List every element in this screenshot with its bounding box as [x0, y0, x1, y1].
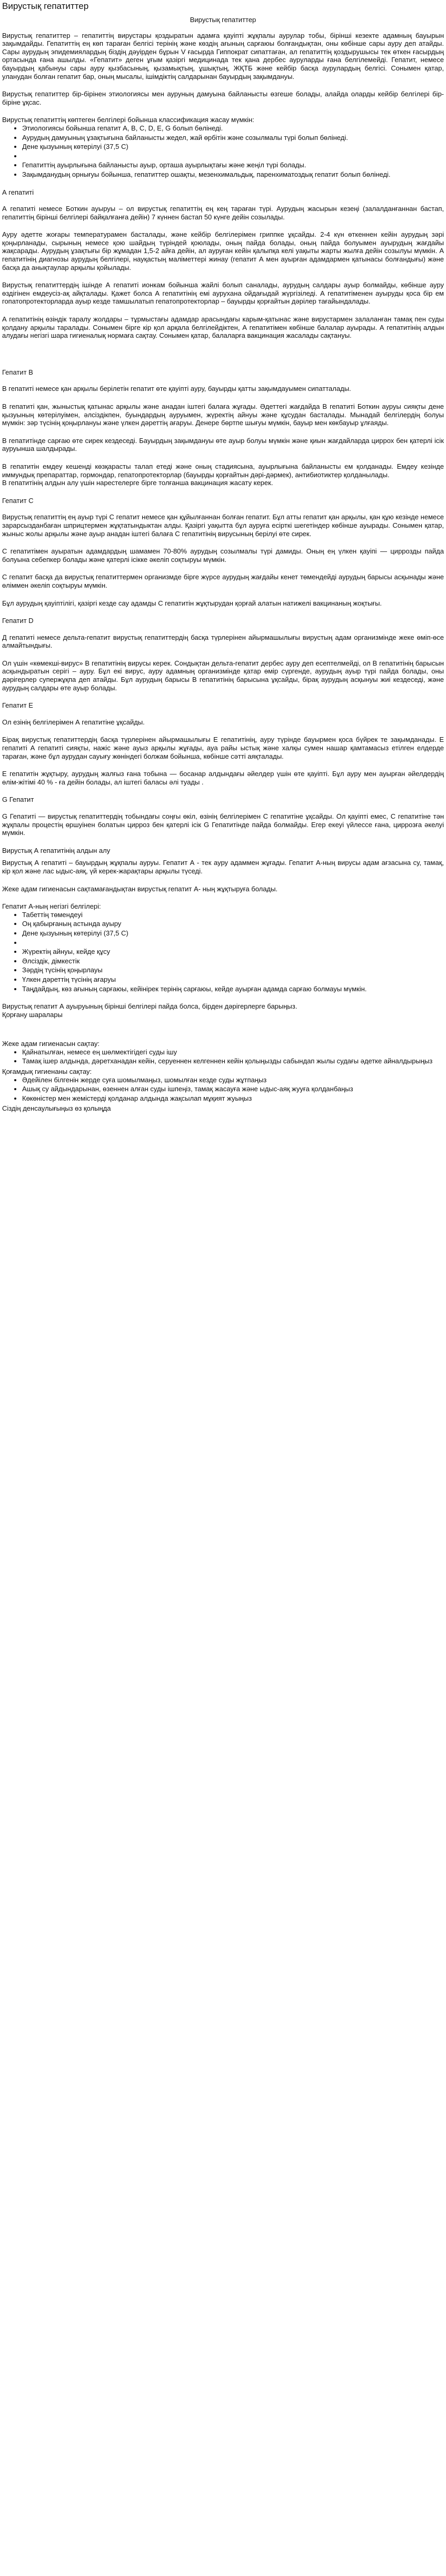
list-item	[22, 939, 444, 947]
list-item: • Зақымданудың орнығуы бойынша, гепатиттер ошақты, мезенхимальдық, паренхиматоздық гепатит болып бөлінеді.	[22, 170, 444, 179]
section-title: Вирустық А гепатитінің алдын алу	[2, 846, 111, 854]
intro-text: Вирустық гепатиттер – гепатиттің вирустары қоздыратын адамға қауіпті жұқпалы аурулар тобы, бірінші кезекте адамның бауырын зақымдайды. Гепатиттің ең көп тараған белгісі терінің және көздің ағының сарғаюы болғандықтан, оны көбінше сары ауру деп атайды. Сары аурудың эпидемиялардың біздің дәуірден бұрын V ғасырда Гиппократ сипаттаған, ал гепатиттің қоздырушысы тек өткен ғасырдың ортасында ғана ашылды. «Гепатит» деген ұғым қазіргі медицинада тек қана дербес ауруларды ғана белгілемейді. Гепатит, немесе бауырдың қабынуы сары ауру қызбасының, қызамықтың, ұшықтың, ЖҚТБ және кейбір басқа аурулардың белгісі. Сонымен қатар, уланудан болған гепатит бар, оның мысалы, ішімдіктің салдарынан бауырдың зақымдануы.	[2, 31, 444, 80]
paragraph: Д гепатиті немесе дельта-гепатит вирустық гепатиттердің басқа түрлерінен айырмашылығы вирустың адам организмінде жеке өміп-өсе алмайтындығы.	[2, 633, 444, 650]
list-item: • Гепатиттің ауырлығына байланысты ауыр, орташа ауырлықтағы және жеңіл түрі болады.	[22, 161, 444, 169]
symptoms-section	[2, 902, 444, 993]
hepatitis-g-section	[2, 796, 444, 837]
protection-title: Қорғану шаралары	[2, 1010, 63, 1019]
list-item	[22, 152, 444, 160]
personal-lead: Жеке адам гигиенасын сақтау:	[2, 1040, 100, 1048]
paragraph: С гепатитімен ауыратын адамдардың шамамен 70-80% аурудың созылмалы түрі дамиды. Оның ең үлкен қауіпі — циррозды пайда болуына себепкер болады және қатерлі ісікке әкеліп соқтыруы мүмкін.	[2, 547, 444, 564]
closing-text: Вирустық гепатит А ауыруының бірінші белгілері пайда болса, бірден дәрігерлерге барыңыз.	[2, 1002, 298, 1011]
list-item: • Қайнатылған, немесе ең шөлмектігідегі суды ішу	[22, 1048, 444, 1056]
list-item: • Әдейілен бiлгенiн жерде суға шомылмаңыз, шомылған кезде суды жұтпаңыз	[22, 1076, 444, 1084]
closing-paragraph	[2, 1002, 444, 1019]
section-title: Гепатит Е	[2, 701, 33, 710]
list-item: • Көкөністер мен жемістерді қолданар алдында жақсылап мұқият жуыңыз	[22, 1094, 444, 1103]
intro-paragraph	[2, 32, 444, 81]
document-page	[0, 1, 446, 1118]
section-title: Гепатит D	[2, 617, 34, 625]
paragraph: В гепатитінің алдын алу үшін нарестелерге бірге толғанша вакцинация жасату керек.	[2, 479, 273, 487]
paragraph: В гепатиті немесе қан арқылы берілетін гепатит өте қауіпті ауру, бауырды қатты зақымдауымен сипатталады.	[2, 385, 351, 393]
section-title: Гепатит В	[2, 368, 33, 376]
prevention-a-section	[2, 847, 444, 893]
list-item: • Таңдайдың, көз ағының сарғаюы, кейінірек терінің сарғаюы, кейде ауырған адамда сарғаю болмауы мүмкін.	[22, 985, 444, 993]
personal-list	[2, 1048, 444, 1065]
classification-list	[2, 124, 444, 179]
paragraph: Бұл аурудың қауіптілігі, қазіргі кезде сау адамды С гепатитін жұқтырудан қорғай алатын натижелі вакцинаның жоқтығы.	[2, 599, 382, 607]
paragraph: В гепатиті қан, жыныстық қатынас арқылы және анадан іштегі балаға жұғады. Әдеттегі жағдайда В гепатиті Боткин ауруы сияқты дене қызуының көтерілуімен, әлсіздікпен, буындардың ауруымен, жүректің айнуы және құсудан басталады. Мынадай белгілердің болуы мүмкін: зәр түсінің қоңырлануы және үлкен дәреттің ағаруы. Денере бөртпе шығуы мүмкін, бауыр мен көкбауыр ұлғаяды.	[2, 402, 444, 427]
list-item: • Табеттің төмендеуі	[22, 911, 444, 919]
paragraph: Жеке адам гигиенасын сақтамағандықтан вирустық гепатит А- ның жұқтыруға болады.	[2, 884, 278, 893]
list-item: • Дене қызуының көтерілуі (37,5 С)	[22, 143, 444, 151]
list-item: • Этиологиясы бойынша гепатит A, B, C, D, E, G болып бөлінеді.	[22, 124, 444, 133]
personal-hygiene-section	[2, 1040, 444, 1065]
paragraph: Вирустық гепатиттің ең ауыр түрі С гепатит немесе қан құйылғаннан болған гепатит. Бұл атты гепатит қан арқылы, қан құю кезінде немесе зарарсызданбаған шприцтермен жұқтатындыктан алды. Қазіргі уақытта бұл ауруға есірткі шегетіндер көбінше ауырады. Сонымен қатар, жыныс жолы арқылы және ауыр анадан іштегі балаға С гепатитінің вирусының берілуі өте сирек.	[2, 513, 444, 538]
list-item: • Аурудың дамуының ұзақтығына байланысты жедел, жай өрбітін және созылмалы түрі болып бөлінеді.	[22, 134, 444, 142]
public-hygiene-section	[2, 1068, 444, 1102]
site-title: Вирустық гепатиттер	[2, 1, 89, 11]
paragraph: Ауру әдетте жоғары температурамен басталады, және кейбір белгілерімен гриппке ұқсайды. 2-4 күн өткеннен кейін аурудың зәрі қоңырланады, сырының немесе қою шайдың түріндей қоюлады, оның пайда болады, оның пайда болуымен ауырудың жағдайы жақсарады. Аурудың ұзақтығы бір жұмадан 1,5-2 айға дейін, ал ауруған кейін қалыпқа келі уақыты жарты жылға дейін созылуы мүмкін. А гепатитінің диагнозы аурудың белгілері, науқастың маліметтері жинау (гепатит А мен ауырған адамдармен қатынасы болғандығы) және басқа да анықтаулар арқылы қойылады.	[2, 230, 444, 271]
classification-lead: Вирустық гепатиттің көптеген белгілері бойынша классификация жасау мүмкін:	[2, 116, 254, 124]
hepatitis-c-section	[2, 497, 444, 607]
paragraph: С гепатит басқа да вирустық гепатиттермен организмде бірге жүрсе аурудың жағдайы кенет төмендейді аурудың барысы асқынады және өліммен әкеліп соқтыруы мүмкін.	[2, 573, 444, 589]
paragraph: А гепатиті немесе Боткин ауыруы – ол вирустық гепатиттің ең кең тараған түрі. Аурудың жасырын кезеңі (залалданғаннан бастап, гепатиттің бірінші белгілері байқалғанға дейін) 7 күннен бастап 50 күнге дейін созылады.	[2, 205, 444, 221]
list-item: • Үлкен дәреттің түсінің ағаруы	[22, 975, 444, 984]
etiology-text: Вирустық гепатиттер бір-бірінен этиологиясы мен ауруның дамуына байланысты өзгеше болады, алайда оларды кейбір белгілері бір-біріне ұқсас.	[2, 90, 444, 106]
list-item: • Оң қабырғаның астында ауыру	[22, 920, 444, 928]
paragraph: Ол үшін «көмекші-вирус» В гепатитінің вирусы керек. Сондықтан дельта-гепатит дербес ауру деп есептелмейді, ол В гепатитінің барысын асқындыратын серігі – ауру. Бұл екі вирус, ауру адамның организмінде қатар өмір сүргенде, аурудың ауыр түрі пайда болады, оны дәрігерлер супержұқпа деп атайды. Бұл аурудың барысы В гепатитінің барысына ұқсайды, бірақ аурудың асқынуы жиі кездеседі, және аурудың салдары өте ауыр болады.	[2, 659, 444, 692]
list-item: • Ашық су айдындарынан, өзеннен алған суды ішпеңіз, тамақ жасауға және ыдыс-аяқ жууға қолданбаңыз	[22, 1085, 444, 1093]
hepatitis-d-section	[2, 617, 444, 692]
symptoms-lead: Гепатит А-ның негізгі белгілері:	[2, 902, 101, 911]
section-title: Гепатит С	[2, 496, 34, 505]
classification-section	[2, 116, 444, 178]
hepatitis-e-section	[2, 701, 444, 786]
paragraph: Вирустық гепатиттердің ішінде А гепатиті ионкам бойынша жайлі болып саналады, аурудың салдары ауыр болмайды, көбінше ауру өздігінен емдеусіз-ақ айқталады. Қажет болса А гепатитінің емі аурухана ойдағыдай жүргізіледі. А гепатитіменен ауыруды қоса бір ем гопатопротекторларда ауыр кезде тамшылатып гепатопротекторлар – бауырды қорғайтын дәрілер тағайындалады.	[2, 281, 444, 306]
section-title: G Гепатит	[2, 796, 34, 804]
paragraph: G Гепатиті — вирустық гепатиттердің тобындағы соңғы өкіл, өзінің белгілерімен С гепатитіне ұқсайды. Ол қауіпті емес, С гепатитіне тән жұқпалы процестің өршуінен болатын цирроз бен қатерлі ісік G Гепатитінде пайда болмайды. Егер екеуі үйлессе ғана, циррозға әкелуі мүмкін.	[2, 812, 444, 837]
paragraph: Ол езінің белгілерімен А гепатитіне ұқсайды.	[2, 718, 145, 726]
symptoms-list	[2, 911, 444, 993]
section-title: А гепатиті	[2, 188, 34, 196]
public-lead: Қоғамдық гигиенаны сақтау:	[2, 1068, 92, 1076]
etiology-paragraph	[2, 90, 444, 106]
hepatitis-a-section	[2, 188, 444, 340]
document-heading: Вирустық гепатиттер	[190, 16, 256, 24]
hepatitis-b-section	[2, 368, 444, 487]
list-item: • Әлсіздік, дімкестік	[22, 957, 444, 965]
footer-title: Сіздің денсаулығыңыз өз қолыңда	[2, 1104, 111, 1113]
paragraph: В гепатитінде сарғаю өте сирек кездеседі. Бауырдың зақымдануы өте ауыр болуы мүмкін және қиын жағдайларда циррох бен қатерлі ісік ауруынша шалдырады.	[2, 436, 444, 453]
paragraph: Бірақ вирустық гепатиттердің басқа түрлерінен айырмашылығы Е гепатитінің, ауру түрінде бауырмен қоса бүйрек те зақымданады. Е гепатиті А гепатиті сияқты, нажіс және ауыз арқылы жұғады, ауа райы ыстық және халқы сумен нашар қамтамасыз етілген елдерде тараған, және бұл аурудан сауығу жөніндегі болжам бойынша, көбінше сәтті аяқталады.	[2, 736, 444, 760]
list-item: • Дене қызуының көтерілуі (37,5 С)	[22, 929, 444, 938]
public-list	[2, 1076, 444, 1103]
paragraph: В гепатитін емдеу кешенді көзқарасты талап етеді және оның стадиясына, ауырлығына байланысты ем қолданады. Емдеу кезінде иммундық препараттар, гормондар, гепатопротекторлар (бауырды қорғайтын дәрі-дәрмек), антибиотиктер қолданылады.	[2, 462, 444, 479]
paragraph: Вирустық А гепатиті – бауырдың жұқпалы ауруы. Гепатит А - тек ауру адаммен жұғады. Гепатит А-ның вирусы адам ағзасына су, тамақ, кір қол және лас ыдыс-аяқ, үй керек-жарақтары арқылы түседі.	[2, 859, 444, 875]
list-item: • Тамақ ішер алдында, дәретханадан кейін, серуеннен келгеннен кейін қолыңызды сабындап жылы судағы әдетке айналдырыңыз	[22, 1057, 444, 1065]
paragraph: Е гепатитін жұқтыру, аурудың жалғыз ғана тобына — босанар алдындағы әйелдер үшін өте қауіпті. Бұл ауру мен ауырған әйелдердің өлім-жітімі 40 % - ға дейін болады, ал іштегі баласы әлі туады .	[2, 770, 444, 786]
list-item: • Зәрдің түсінің қоңырлауы	[22, 966, 444, 974]
list-item: • Жүректің айнуы, кейде құсу	[22, 948, 444, 956]
paragraph: А гепатитінің өзіндік таралу жолдары – тұрмыстағы адамдар арасындағы карым-қатынас және вирустармен залаланған тамақ пен суды қолдану арқылы таралады. Сонымен бірге кір қол арқала белгілейдіктен, А гепатитімен көбінше балалар ауырады. А гепатитінің алдын алудағы негізгі шара гигиеналық нормаға сақтау. Сонымен қатар, балаларға вакцинация жасалады сақтануы.	[2, 315, 444, 340]
